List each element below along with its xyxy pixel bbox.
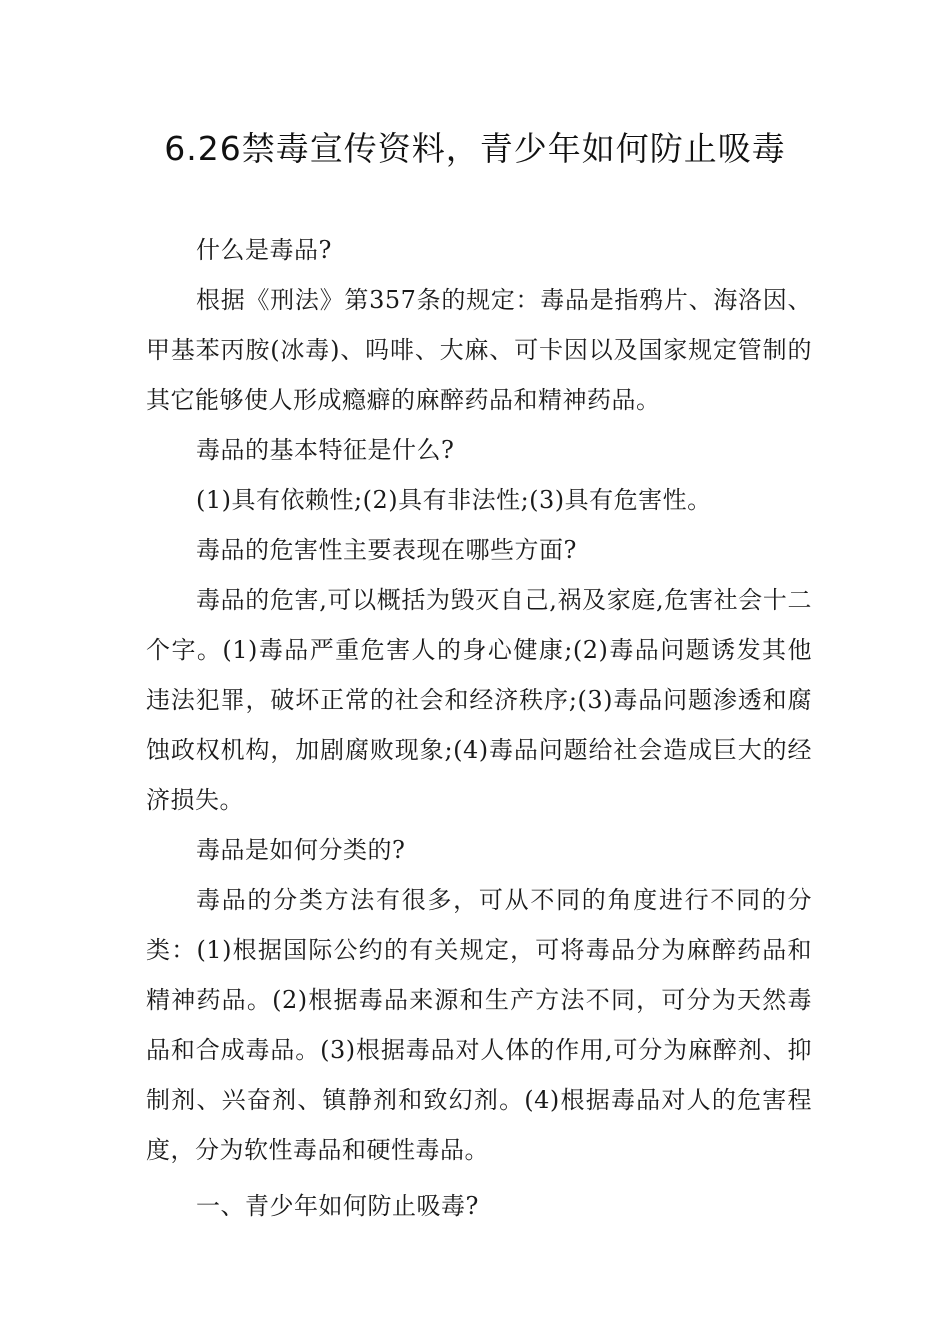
answer-classification: 毒品的分类方法有很多，可从不同的角度进行不同的分类：(1)根据国际公约的有关规定，可将毒品分为麻醉药品和精神药品。(2)根据毒品来源和生产方法不同，可分为天然毒品和合成毒品。(3)根据毒品对人体的作用,可分为麻醉剂、抑制剂、兴奋剂、镇静剂和致幻剂。(4)根据毒品对人的危害程度，分为软性毒品和硬性毒品。 (146, 886, 812, 1164)
answer-drug-definition: 根据《刑法》第357条的规定：毒品是指鸦片、海洛因、甲基苯丙胺(冰毒)、吗啡、大麻、可卡因以及国家规定管制的其它能够使人形成瘾癖的麻醉药品和精神药品。 (146, 286, 812, 414)
question-harms: 毒品的危害性主要表现在哪些方面? (196, 536, 577, 564)
question-classification: 毒品是如何分类的? (196, 836, 406, 864)
question-basic-features: 毒品的基本特征是什么? (196, 436, 455, 464)
section-heading-prevention: 一、青少年如何防止吸毒? (196, 1192, 479, 1220)
answer-harms: 毒品的危害,可以概括为毁灭自己,祸及家庭,危害社会十二个字。(1)毒品严重危害人的身心健康;(2)毒品问题诱发其他违法犯罪，破坏正常的社会和经济秩序;(3)毒品问题渗透和腐蚀政权机构，加剧腐败现象;(4)毒品问题给社会造成巨大的经济损失。 (146, 586, 812, 814)
document-title: 6.26禁毒宣传资料，青少年如何防止吸毒 (164, 129, 786, 168)
question-what-is-drug: 什么是毒品? (196, 236, 332, 264)
document-body (146, 225, 812, 1231)
answer-basic-features: (1)具有依赖性;(2)具有非法性;(3)具有危害性。 (196, 486, 712, 514)
